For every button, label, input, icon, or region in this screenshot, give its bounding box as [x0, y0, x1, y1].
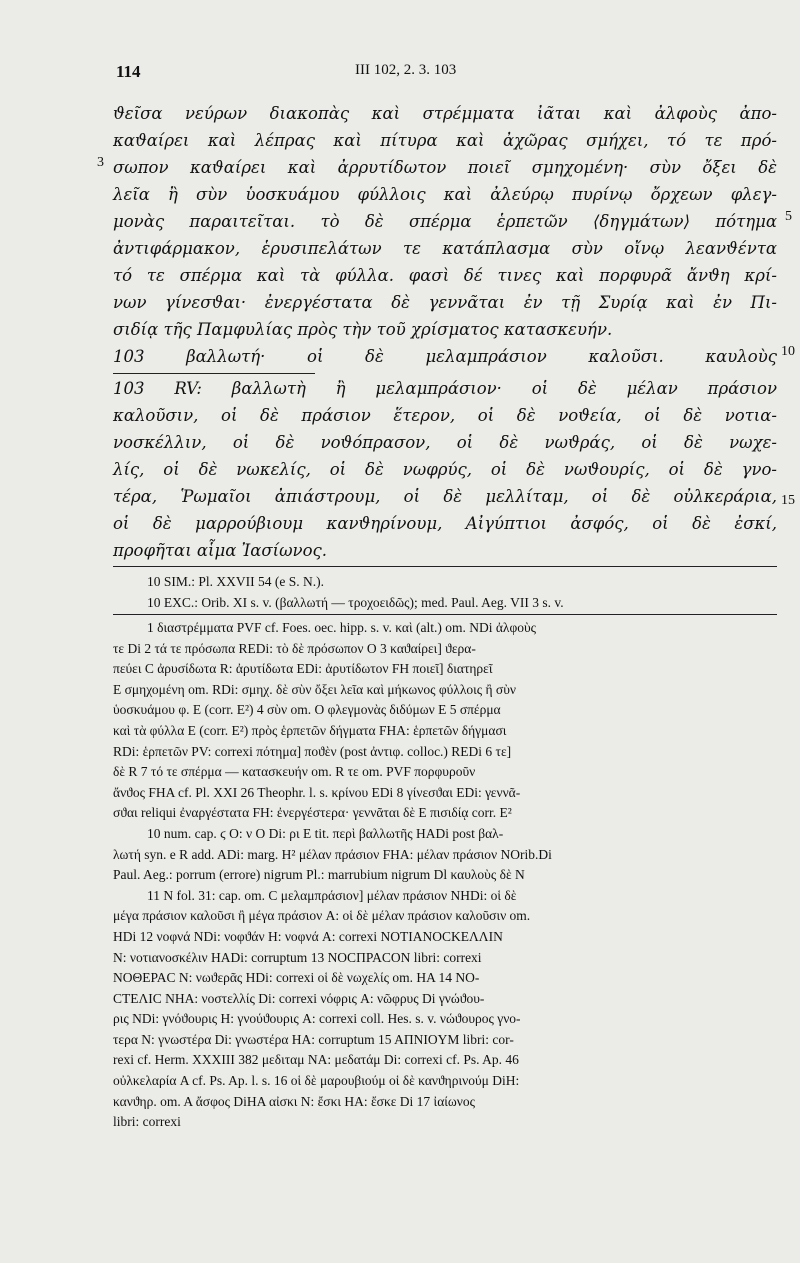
apparatus-line: δὲ R 7 τό τε σπέρμα — κατασκευήν om. R τε om. PVF πορφυροῦν [113, 764, 476, 780]
line-number: 15 [781, 493, 795, 508]
text-line: σωπον καϑαίρει καὶ ἀρρυτίδωτον ποιεῖ σμηχομένη· σὺν ὄξει δὲ [113, 158, 777, 177]
variant-line: καλοῦσιν, οἱ δὲ πράσιον ἕτερον, οἱ δὲ νοϑεία, οἱ δὲ νοτια- [113, 406, 777, 425]
variants-block [113, 375, 777, 564]
apparatus-line: λωτή syn. e R add. ADi: marg. H² μέλαν πράσιον FHA: μέλαν πράσιον NOrib.Di [113, 846, 552, 862]
apparatus-line: πεύει C ἀρυσίδωτα R: ἀρυτίδωτα EDi: ἀρυτίδωτον FH ποιεῖ] διατηρεῖ [113, 661, 493, 677]
apparatus-line: σϑαι reliqui ἐναργέστατα FH: ἐνεργέστερα· γεννᾶται δὲ E πισιδίᾳ corr. E² [113, 805, 512, 821]
apparatus-line: τε Di 2 τά τε πρόσωπα REDi: τὸ δὲ πρόσωπον O 3 καϑαίρει] ϑερα- [113, 640, 476, 656]
section-rule [113, 614, 777, 615]
text-line: ἀντιφάρμακον, ἑρυσιπελάτων τε κατάπλασμα σὺν οἴνῳ λεανϑέντα [113, 239, 777, 258]
source-line: 10 SIM.: Pl. XXVII 54 (e S. N.). [147, 574, 324, 589]
apparatus-line: ὑοσκυάμου φ. E (corr. E²) 4 σὺν om. O φλεγμονὰς διδύμων E 5 σπέρμα [113, 702, 501, 718]
variant-line: νοσκέλλιν, οἱ δὲ νοϑόπρασον, οἱ δὲ νωϑράς, οἱ δὲ νωχε- [113, 433, 777, 452]
variant-line: τέρα, Ῥωμαῖοι ἀπιάστρουμ, οἱ δὲ μελλίταμ, οἱ δὲ οὐλκεράρια, [113, 487, 777, 506]
source-line: 10 EXC.: Orib. XI s. v. (βαλλωτή — τροχοειδῶς); med. Paul. Aeg. VII 3 s. v. [147, 594, 564, 610]
section-rule [113, 373, 315, 374]
apparatus-line: rexi cf. Herm. XXXIII 382 μεδιταμ NA: μεδατάμ Di: correxi cf. Ps. Ap. 46 [113, 1052, 519, 1068]
apparatus-line: κανϑηρ. om. A ἄσφος DiHA αἰσκι N: ἔσκι HA: ἔσκε Di 17 ἰαίωνος [113, 1093, 475, 1109]
variant-line: 103 RV: βαλλωτὴ ἢ μελαμπράσιον· οἱ δὲ μέλαν πράσιον [113, 379, 777, 398]
page-number: 114 [116, 62, 141, 81]
line-number: 10 [781, 344, 795, 359]
running-head: III 102, 2. 3. 103 [355, 62, 457, 78]
text-line: μονὰς παραιτεῖται. τὸ δὲ σπέρμα ἑρπετῶν ⟨δηγμάτων⟩ πότημα [113, 212, 777, 231]
apparatus-line: 1 διαστρέμματα PVF cf. Foes. oec. hipp. s. v. καὶ (alt.) om. NDi ἀλφοὺς [147, 620, 537, 635]
apparatus-line: NOΘEPAC N: νωϑερᾶς HDi: correxi οἱ δὲ νωχελίς om. HA 14 NO- [113, 970, 480, 986]
apparatus-line: libri: correxi [113, 1114, 181, 1130]
apparatus-line: οὐλκελαρία A cf. Ps. Ap. l. s. 16 οἱ δὲ μαρουβιούμ οἱ δὲ κανϑηρινούμ DiH: [113, 1073, 520, 1089]
apparatus-line: Paul. Aeg.: porrum (errore) nigrum Pl.: marrubium nigrum Dl καυλοὺς δὲ N [113, 867, 525, 883]
apparatus-line: μέγα πράσιον καλοῦσι ἢ μέγα πράσιον A: οἱ δὲ μέλαν πράσιον καλοῦσιν om. [113, 908, 531, 924]
apparatus-line: τερα N: γνωστέρα Di: γνωστέρα HA: corruptum 15 AΠNIOYM libri: cor- [113, 1031, 514, 1047]
text-line: σιδίᾳ τῆς Παμφυλίας πρὸς τὴν τοῦ χρίσματος κατασκευήν. [113, 320, 613, 339]
variant-line: προφῆται αἷμα Ἰασίωνος. [113, 541, 328, 560]
apparatus-line: καὶ τὰ φύλλα E (corr. E²) πρὸς ἑρπετῶν δήγματα FHA: ἑρπετῶν δήγμασι [113, 722, 507, 738]
text-line: λεῖα ἢ σὺν ὑοσκυάμου φύλλοις καὶ ἀλεύρῳ πυρίνῳ ὄρχεων φλεγ- [113, 185, 777, 204]
main-text [113, 100, 777, 370]
text-line: 103 βαλλωτή· οἱ δὲ μελαμπράσιον καλοῦσι. καυλοὺς [113, 347, 777, 366]
apparatus-line: 11 N fol. 31: cap. om. C μελαμπράσιον] μέλαν πράσιον NHDi: οἱ δὲ [147, 887, 517, 903]
apparatus-line: HDi 12 νοφνά NDi: νοφϑάν H: νοφνά A: correxi NOTIANOCKEΛΛIN [113, 928, 503, 944]
text-line: ϑεῖσα νεύρων διακοπὰς καὶ στρέμματα ἰᾶται καὶ ἀλφοὺς ἀπο- [113, 104, 777, 123]
sources-apparatus [113, 572, 781, 613]
text-line: τό τε σπέρμα καὶ τὰ φύλλα. φασὶ δέ τινες καὶ πορφυρᾶ ἄνϑη κρί- [113, 266, 777, 285]
apparatus-line: N: νοτιανοσκέλιν HADi: corruptum 13 NOCΠPACON libri: correxi [113, 949, 482, 965]
variant-line: οἱ δὲ μαρρούβιουμ κανϑηρίνουμ, Αἰγύπτιοι ἀσφός, οἱ δὲ ἐσκί, [113, 514, 777, 533]
section-rule [113, 566, 777, 567]
apparatus-line: CTEΛIC NHA: νοστελλίς Di: correxi νόφρις A: νῶφρυς Di γνώϑου- [113, 990, 485, 1006]
apparatus-line: 10 num. cap. ϛ O: ν O Di: ρι E tit. περὶ βαλλωτῆς HADi post βαλ- [147, 825, 504, 841]
apparatus-line: RDi: ἑρπετῶν PV: correxi πότημα] ποϑὲν (post ἀντιφ. colloc.) REDi 6 τε] [113, 743, 512, 759]
critical-apparatus [113, 618, 781, 1133]
text-line: νων γίνεσϑαι· ἐνεργέστατα δὲ γεννᾶται ἐν τῇ Συρίᾳ καὶ ἐν Πι- [113, 293, 777, 312]
variant-line: λίς, οἱ δὲ νωκελίς, οἱ δὲ νωφρύς, οἱ δὲ νωϑουρίς, οἱ δὲ γνο- [113, 460, 777, 479]
apparatus-line: ρις NDi: γνόϑουρις H: γνούϑουρις A: correxi coll. Hes. s. v. νώϑουρος γνο- [113, 1011, 521, 1027]
line-number: 3 [97, 155, 104, 170]
line-number: 5 [785, 209, 792, 224]
apparatus-line: ἄνϑος FHA cf. Pl. XXI 26 Theophr. l. s. κρίνου EDi 8 γίνεσϑαι EDi: γεννᾶ- [113, 784, 521, 800]
apparatus-line: E σμηχομένη om. RDi: σμηχ. δὲ σὺν ὄξει λεῖα καὶ μήκωνος φύλλοις ἢ σὺν [113, 681, 516, 697]
text-line: καϑαίρει καὶ λέπρας καὶ πίτυρα καὶ ἀχῶρας σμήχει, τό τε πρό- [113, 131, 777, 150]
